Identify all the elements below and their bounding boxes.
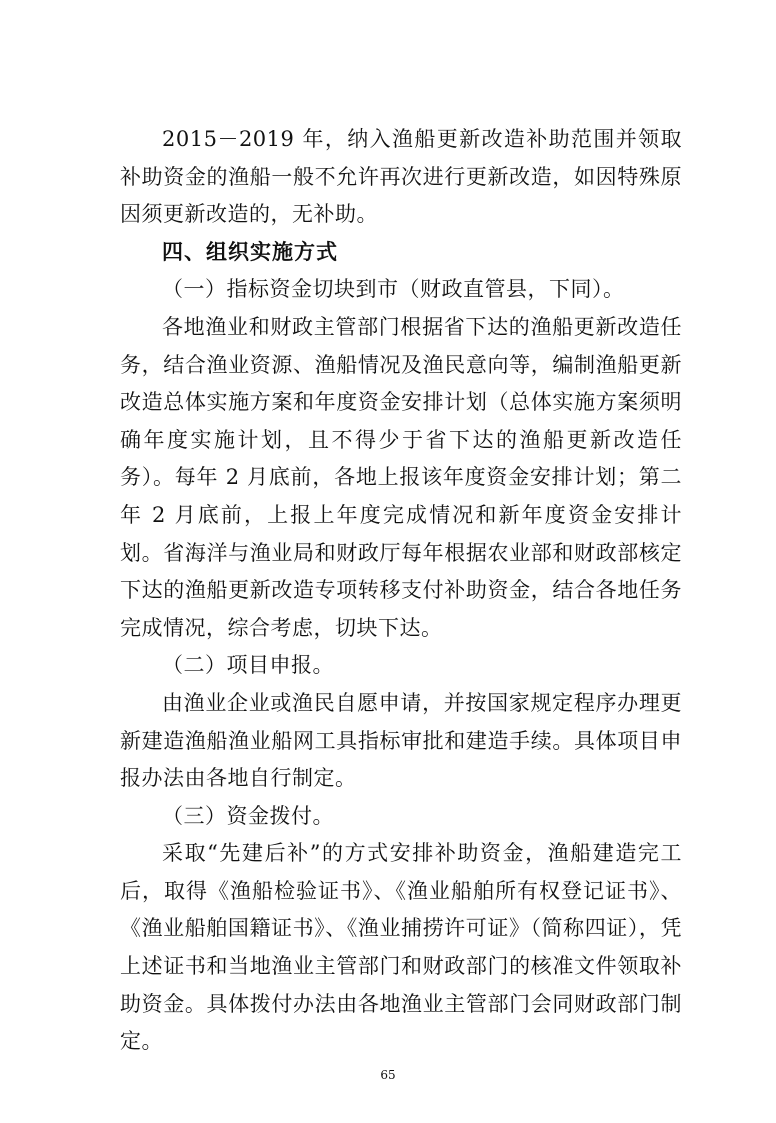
subheading-fund-disbursement: （三）资金拨付。 xyxy=(162,803,334,828)
subheading-fund-allocation: （一）指标资金切块到市（财政直管县，下同）。 xyxy=(162,277,625,302)
document-body xyxy=(120,121,682,1061)
section-heading-implementation: 四、组织实施方式 xyxy=(162,239,338,264)
paragraph-subsidy-limit: 2015－2019 年，纳入渔船更新改造补助范围并领取补助资金的渔船一般不允许再次进行更新改造，如因特殊原因须更新改造的，无补助。 xyxy=(120,127,682,227)
subheading-project-application: （二）项目申报。 xyxy=(162,653,334,678)
paragraph-project-application: 由渔业企业或渔民自愿申请，并按国家规定程序办理更新建造渔船渔业船网工具指标审批和建造手续。具体项目申报办法由各地自行制定。 xyxy=(120,690,682,791)
page-number: 65 xyxy=(380,1068,396,1082)
paragraph-fund-allocation: 各地渔业和财政主管部门根据省下达的渔船更新改造任务，结合渔业资源、渔船情况及渔民意向等，编制渔船更新改造总体实施方案和年度资金安排计划（总体实施方案须明确年度实施计划，且不得少于省下达的渔船更新改造任务）。每年 2 月底前，各地上报该年度资金安排计划；第二年 2 月底前，上报上年度完成情况和新年度资金安排计划。省海洋与渔业局和财政厅每年根据农业部和财政部核定下达的渔船更新改造专项转移支付补助资金，结合各地任务完成情况，综合考虑，切块下达。 xyxy=(120,314,682,640)
paragraph-fund-disbursement: 采取“先建后补”的方式安排补助资金，渔船建造完工后，取得《渔船检验证书》、《渔业船舶所有权登记证书》、《渔业船舶国籍证书》、《渔业捕捞许可证》（简称四证），凭上述证书和当地渔业主管部门和财政部门的核准文件领取补助资金。具体拨付办法由各地渔业主管部门会同财政部门制定。 xyxy=(120,841,682,1054)
